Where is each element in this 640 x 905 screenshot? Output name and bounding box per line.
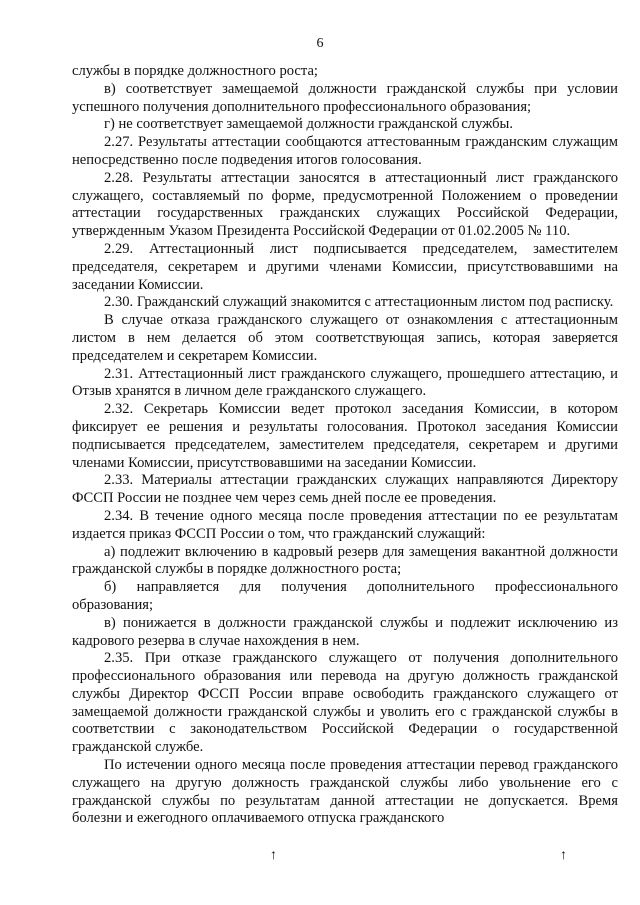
paragraph: 2.31. Аттестационный лист гражданского служащего, прошедшего аттестацию, и Отзыв хранятся в личном деле гражданского служащего. [72, 365, 618, 400]
paragraph: 2.34. В течение одного месяца после проведения аттестации по ее результатам издается приказ ФССП России о том, что гражданский служащий: [72, 507, 618, 542]
paragraph: а) подлежит включению в кадровый резерв для замещения вакантной должности гражданской службы в порядке должностного роста; [72, 543, 618, 578]
document-body [72, 63, 618, 828]
paragraph: 2.28. Результаты аттестации заносятся в аттестационный лист гражданского служащего, составляемый по форме, предусмотренной Положением о проведении аттестации государственных гражданских служащих Российской Федерации, утвержденным Указом Президента Российской Федерации от 01.02.2005 № 110. [72, 169, 618, 240]
footer-mark-right: ↑ [560, 848, 567, 863]
paragraph: 2.33. Материалы аттестации гражданских служащих направляются Директору ФССП России не позднее чем через семь дней после ее проведения. [72, 472, 618, 507]
page-number: 6 [316, 36, 324, 51]
paragraph: По истечении одного месяца после проведения аттестации перевод гражданского служащего на другую должность гражданской службы либо увольнение его с гражданской службы по результатам данной аттестации не допускается. Время болезни и ежегодного оплачиваемого отпуска гражданского [72, 757, 618, 827]
paragraph: 2.29. Аттестационный лист подписывается председателем, заместителем председателя, секретарем и другими членами Комиссии, присутствовавшими на заседании Комиссии. [72, 240, 618, 293]
paragraph: в) понижается в должности гражданской службы и подлежит исключению из кадрового резерва в случае нахождения в нем. [72, 614, 618, 649]
footer-mark-left: ↑ [270, 848, 277, 863]
paragraph: 2.30. Гражданский служащий знакомится с аттестационным листом под расписку. [104, 294, 614, 311]
paragraph: 2.32. Секретарь Комиссии ведет протокол заседания Комиссии, в котором фиксирует ее решения и результаты голосования. Протокол заседания Комиссии подписывается председателем, заместителем председателя, секретарем и другими членами Комиссии, присутствовавшими на заседании Комиссии. [72, 401, 618, 471]
paragraph: службы в порядке должностного роста; [72, 63, 318, 79]
paragraph: 2.35. При отказе гражданского служащего от получения дополнительного профессионального образования или перевода на другую должность гражданской службы Директор ФССП России вправе освободить гражданского служащего от замещаемой должности гражданской службы и уволить его с гражданской службы в соответствии с законодательством Российской Федерации о государственной гражданской службе. [72, 650, 618, 756]
paragraph: г) не соответствует замещаемой должности гражданской службы. [104, 116, 513, 133]
paragraph: 2.27. Результаты аттестации сообщаются аттестованным гражданским служащим непосредственно после подведения итогов голосования. [72, 134, 618, 168]
paragraph: в) соответствует замещаемой должности гражданской службы при условии успешного получения дополнительного профессионального образования; [72, 80, 618, 115]
paragraph: б) направляется для получения дополнительного профессионального образования; [72, 579, 618, 613]
paragraph: В случае отказа гражданского служащего от ознакомления с аттестационным листом в нем делается об этом соответствующая запись, которая заверяется председателем и секретарем Комиссии. [72, 312, 618, 364]
